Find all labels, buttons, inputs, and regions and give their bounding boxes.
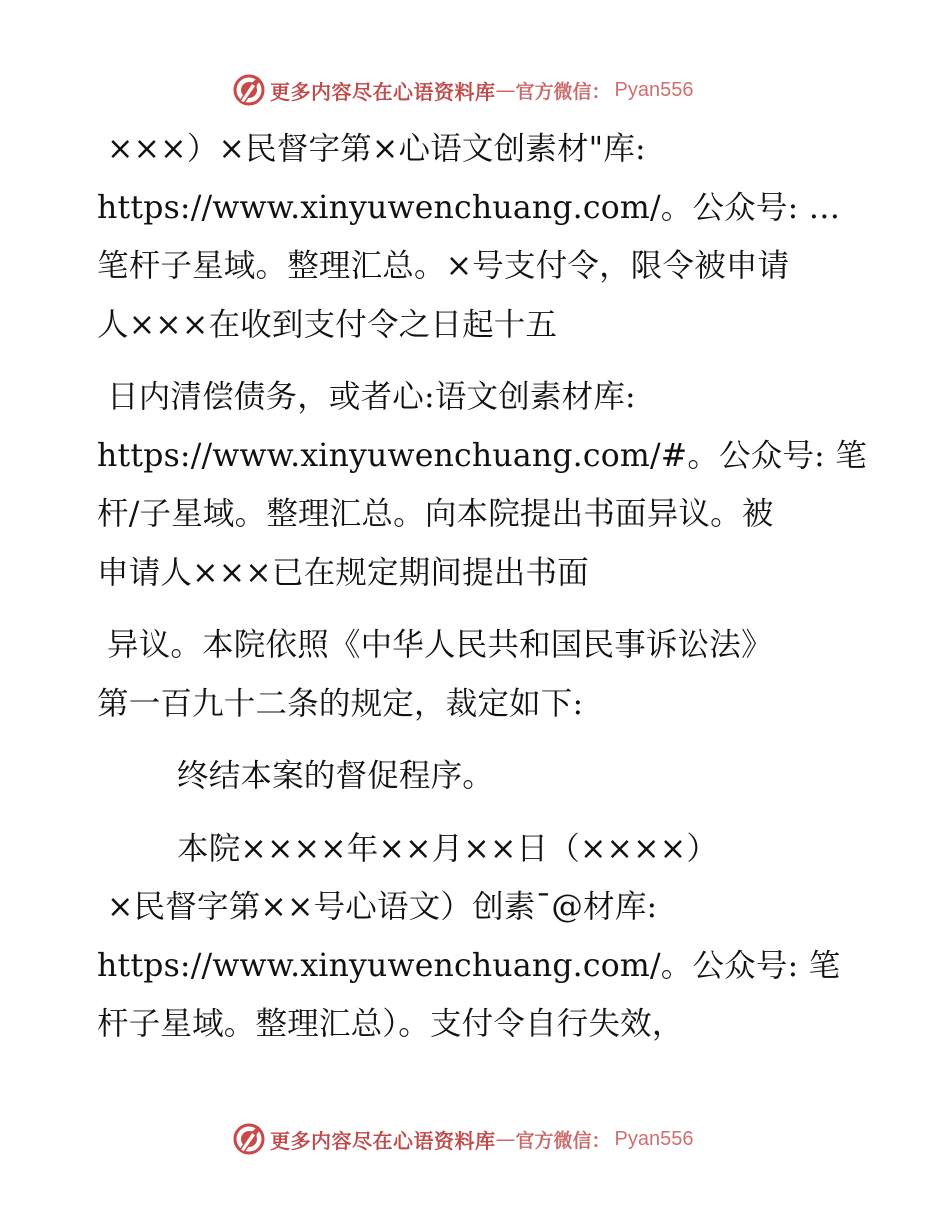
text-line: 杆/子星域。整理汇总。向本院提出书面异议。被 bbox=[97, 496, 774, 532]
paragraph bbox=[97, 616, 857, 733]
site-name: 更多内容尽在心语资料库 bbox=[270, 1128, 496, 1153]
paragraph bbox=[97, 747, 857, 806]
text-line: 第一百九十二条的规定，裁定如下: bbox=[97, 685, 584, 722]
wechat-label: 官方微信： bbox=[515, 80, 611, 103]
text-line: 本院××××年××月××日（××××） bbox=[177, 830, 719, 867]
paragraph-gap bbox=[97, 354, 857, 368]
paragraph bbox=[97, 820, 857, 1054]
site-name: 更多内容尽在心语资料库 bbox=[270, 79, 496, 104]
text-line: https://www.xinyuwenchuang.com/。公众号: 笔 bbox=[97, 947, 841, 984]
text-line: 日内清偿债务，或者心:语文创素材库: bbox=[107, 379, 636, 415]
text-line: 杆子星域。整理汇总）。支付令自行失效， bbox=[97, 1006, 684, 1042]
paragraph-gap bbox=[97, 806, 857, 820]
separator-dash: — bbox=[495, 78, 516, 102]
pen-logo-icon bbox=[232, 73, 266, 107]
text-line: https://www.xinyuwenchuang.com/#。公众号: 笔 bbox=[97, 437, 867, 474]
header-banner bbox=[232, 73, 693, 107]
separator-dash: — bbox=[495, 1127, 516, 1151]
text-line: 异议。本院依照《中华人民共和国民事诉讼法》 bbox=[107, 627, 773, 663]
wechat-id: Pyan556 bbox=[614, 78, 694, 101]
wechat-id: Pyan556 bbox=[614, 1127, 694, 1150]
text-line: ×民督字第××号心语文）创素¯@材库: bbox=[107, 889, 658, 925]
text-line: ×××）×民督字第×心语文创素材"库: bbox=[107, 131, 646, 167]
paragraph-gap bbox=[97, 602, 857, 616]
document-body bbox=[97, 120, 867, 1054]
wechat-label: 官方微信： bbox=[515, 1129, 611, 1152]
pen-logo-icon bbox=[232, 1122, 266, 1156]
text-line: 申请人×××已在规定期间提出书面 bbox=[97, 554, 589, 591]
text-line: 人×××在收到支付令之日起十五 bbox=[97, 306, 558, 343]
paragraph bbox=[97, 120, 857, 354]
text-line: 终结本案的督促程序。 bbox=[177, 758, 495, 794]
paragraph-gap bbox=[97, 733, 857, 747]
paragraph bbox=[97, 368, 867, 602]
text-line: https://www.xinyuwenchuang.com/。公众号: … bbox=[97, 189, 841, 226]
footer-banner bbox=[232, 1122, 693, 1156]
text-line: 笔杆子星域。整理汇总。×号支付令，限令被申请 bbox=[97, 248, 790, 284]
